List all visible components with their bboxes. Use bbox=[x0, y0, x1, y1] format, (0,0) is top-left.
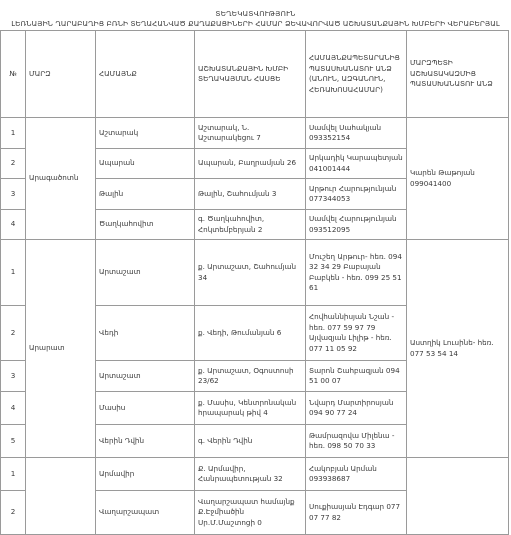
header-community-contact: ՀԱՄԱՅՆՔԱՊԵՏԱՐԱՆԻՑ ՊԱՏԱՍԽԱՆԱՏՈՒ ԱՆՁ (ԱՆՈՒՆ, ԱԶԳԱՆՈՒՆ, ՀԵՌԱԽՈՍԱՀԱՄԱՐ) bbox=[306, 31, 407, 118]
address-cell: Ապարան, Բաղրամյան 26 bbox=[195, 149, 306, 179]
address-cell: Աշտարակ, Ն. Աշտարակեցու 7 bbox=[195, 118, 306, 149]
document-subtitle: ԼԵՌՆԱՅԻՆ ՂԱՐԱԲԱՂԻՑ ԲՌՆԻ ՏԵՂԱՀԱՆՎԱԾ ՔԱՂԱՔԱՑԻՆԵՐԻ ՀԱՄԱՐ ՁԵՎԱՎՈՐՎԱԾ ԱՇԽԱՏԱՆՔԱՅԻՆ ԽՄԲԵՐԻ ՎԵՐԱԲԵՐՅԱԼ bbox=[11, 19, 500, 28]
header-number: № bbox=[1, 31, 26, 118]
contact-cell: Սամվել Սահակյան 093352154 bbox=[306, 118, 407, 149]
contact-cell: Արթուր Հարությունյան 077344053 bbox=[306, 179, 407, 210]
community-cell: Ծաղկահովիտ bbox=[96, 210, 195, 240]
community-cell: Վաղարշապատ bbox=[96, 491, 195, 535]
address-cell: ք. Վեդի, Թումանյան 6 bbox=[195, 306, 306, 361]
address-cell: գ. Ծաղկահովիտ, Հոկտեմբերյան 2 bbox=[195, 210, 306, 240]
table-row bbox=[1, 118, 509, 149]
header-community: ՀԱՄԱՅՆՔ bbox=[96, 31, 195, 118]
regional-contact-cell: Կարեն Թաթոյան 099041400 bbox=[407, 118, 509, 240]
table-header-row bbox=[1, 31, 509, 118]
address-cell: Թալին, Շահումյան 3 bbox=[195, 179, 306, 210]
contact-cell: Նվարդ Մարտիրոսյան 094 90 77 24 bbox=[306, 392, 407, 425]
address-cell: գ. Վերին Դվին bbox=[195, 425, 306, 458]
contact-cell: Թամրազովա Միլենա - հեռ. 098 50 70 33 bbox=[306, 425, 407, 458]
row-number: 2 bbox=[1, 149, 26, 179]
community-cell: Թալին bbox=[96, 179, 195, 210]
table-row bbox=[1, 240, 509, 306]
address-cell: ք. Արտաշատ, Օգոստոսի 23/62 bbox=[195, 361, 306, 392]
contact-cell: Մուշեղ Արթուր- հեռ. 094 32 34 29 Բաբայան Բաբկեն - հեռ. 099 25 51 61 bbox=[306, 240, 407, 306]
community-cell: Արտաշատ bbox=[96, 240, 195, 306]
header-marz: ՄԱՐԶ bbox=[26, 31, 96, 118]
header-location: ԱՇԽԱՏԱՆՔԱՅԻՆ ԽՄԲԻ ՏԵՂԱԿԱՅՄԱՆ ՀԱՍՑԵ bbox=[195, 31, 306, 118]
row-number: 1 bbox=[1, 240, 26, 306]
row-number: 4 bbox=[1, 392, 26, 425]
community-cell: Վեդի bbox=[96, 306, 195, 361]
regional-contact-cell bbox=[407, 458, 509, 535]
marz-cell bbox=[26, 458, 96, 535]
contact-cell: Սամվել Հարությունյան 093512095 bbox=[306, 210, 407, 240]
row-number: 4 bbox=[1, 210, 26, 240]
regional-contact-cell: Աստղիկ Լուսինե- հեռ. 077 53 54 14 bbox=[407, 240, 509, 458]
community-cell: Մասիս bbox=[96, 392, 195, 425]
address-cell: ք. Արտաշատ, Շահումյան 34 bbox=[195, 240, 306, 306]
row-number: 5 bbox=[1, 425, 26, 458]
address-cell: ք. Մասիս, Կենտրոնական հրապարակ թիվ 4 bbox=[195, 392, 306, 425]
marz-cell: Արարատ bbox=[26, 240, 96, 458]
community-cell: Ապարան bbox=[96, 149, 195, 179]
contact-cell: Տարոն Շահբազյան 094 51 00 07 bbox=[306, 361, 407, 392]
community-cell: Արտաշատ bbox=[96, 361, 195, 392]
header-regional-contact: ՄԱՐԶՊԵՏԻ ԱՇԽԱՏԱԿԱԶՄԻՑ ՊԱՏԱՍԽԱՆԱՏՈՒ ԱՆՁ bbox=[407, 31, 509, 118]
contact-cell: Հովհաննիսյան Նշան - հեռ. 077 59 97 79 Այվազյան Լիլիթ - հեռ. 077 11 05 92 bbox=[306, 306, 407, 361]
address-cell: Վաղարշապատ համայնք Ք.Էջմիածին Սր.Մ.Մաշտոցի 0 bbox=[195, 491, 306, 535]
working-groups-table bbox=[0, 30, 509, 535]
community-cell: Արմավիր bbox=[96, 458, 195, 491]
row-number: 3 bbox=[1, 361, 26, 392]
document-title: ՏԵՂԵԿԱՏՎՈՒԹՅՈՒՆ bbox=[215, 9, 296, 18]
address-cell: Ք. Արմավիր, Հանրապետության 32 bbox=[195, 458, 306, 491]
row-number: 1 bbox=[1, 458, 26, 491]
contact-cell: Սուքիասյան Էդգար 077 07 77 82 bbox=[306, 491, 407, 535]
contact-cell: Հակոբյան Արման 093938687 bbox=[306, 458, 407, 491]
marz-cell: Արագածոտն bbox=[26, 118, 96, 240]
row-number: 2 bbox=[1, 491, 26, 535]
community-cell: Վերին Դվին bbox=[96, 425, 195, 458]
community-cell: Աշտարակ bbox=[96, 118, 195, 149]
contact-cell: Արկադիկ Կարապետյան 041001444 bbox=[306, 149, 407, 179]
row-number: 3 bbox=[1, 179, 26, 210]
row-number: 1 bbox=[1, 118, 26, 149]
document-header bbox=[0, 0, 511, 30]
table-row bbox=[1, 458, 509, 491]
row-number: 2 bbox=[1, 306, 26, 361]
